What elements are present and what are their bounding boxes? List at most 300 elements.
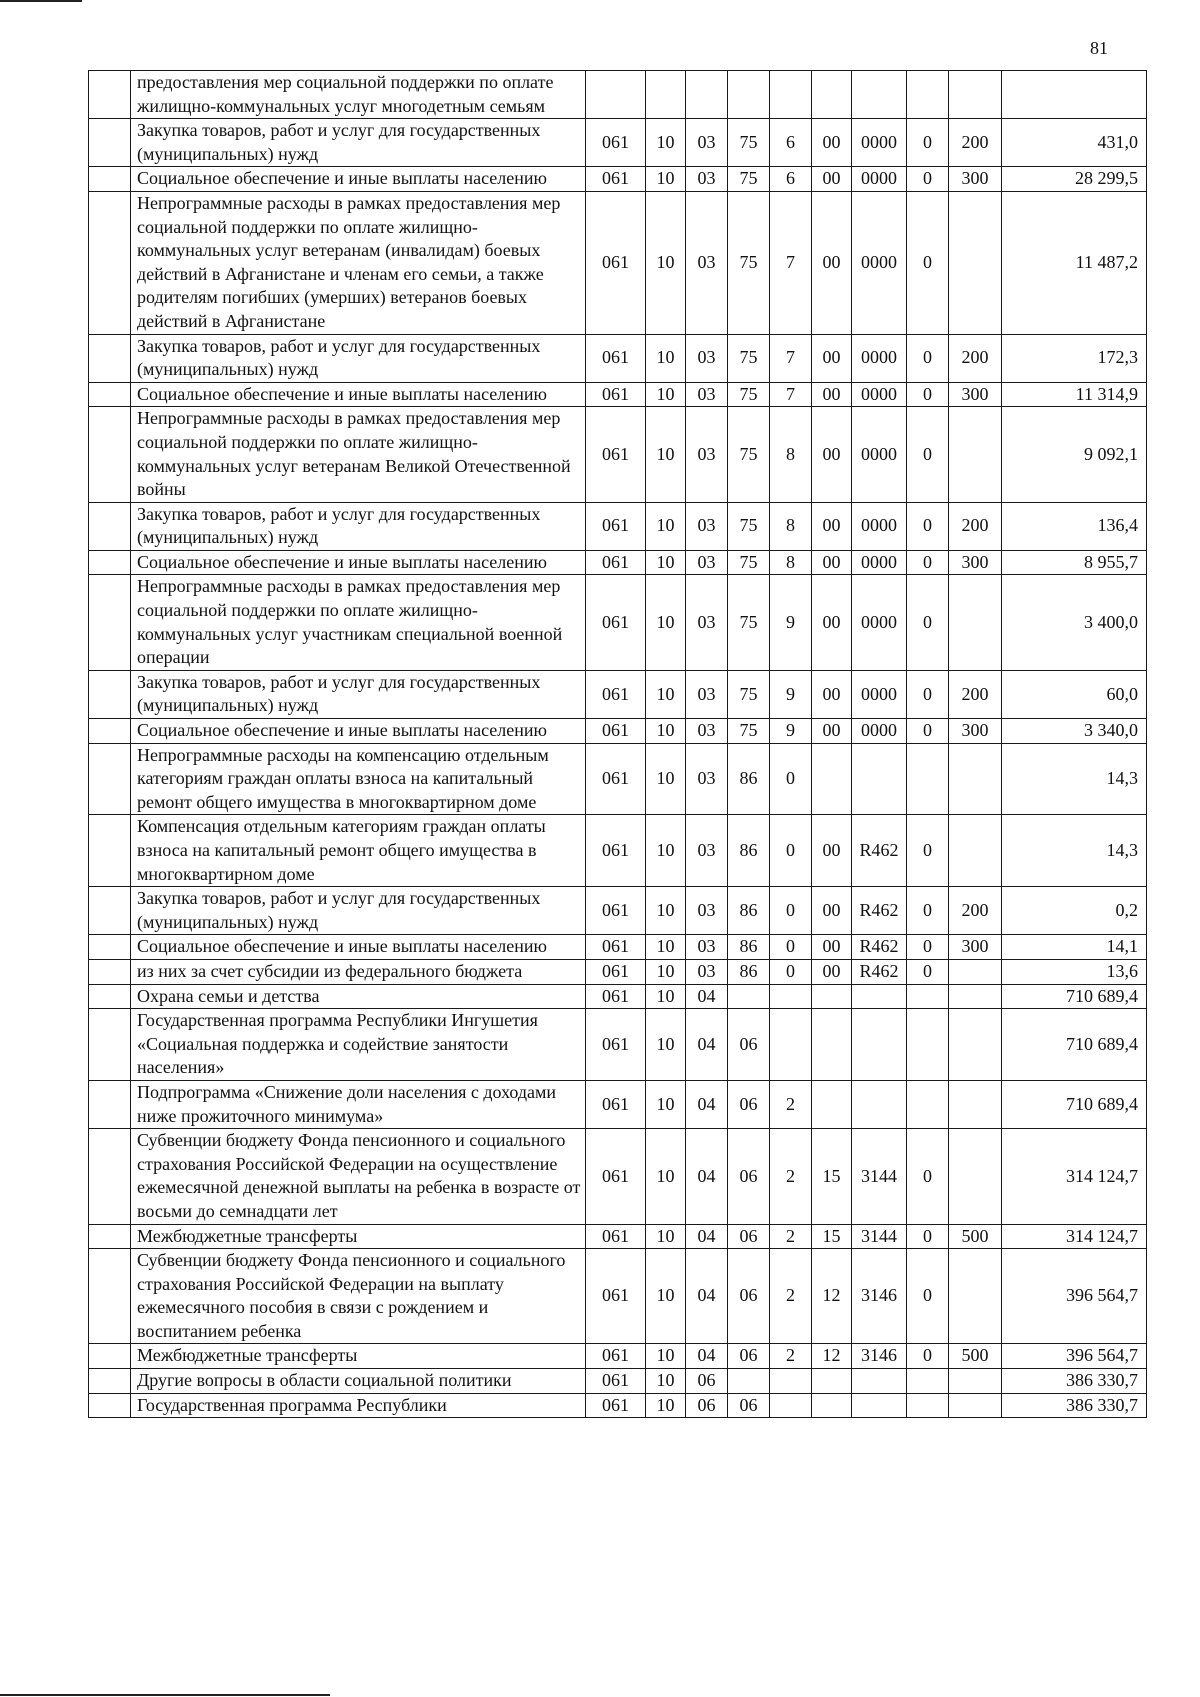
row-code-c1: 061 bbox=[586, 984, 646, 1009]
row-code-c7: R462 bbox=[852, 959, 907, 984]
row-name: Подпрограмма «Снижение доли населения с доходами ниже прожиточного минимума» bbox=[131, 1080, 586, 1128]
row-code-c4: 75 bbox=[728, 670, 770, 718]
table-row bbox=[89, 935, 1147, 960]
row-code-c2: 10 bbox=[646, 935, 686, 960]
row-amount: 136,4 bbox=[1002, 502, 1147, 550]
row-code-c2: 10 bbox=[646, 1129, 686, 1224]
row-code-c7 bbox=[852, 71, 907, 119]
row-amount: 710 689,4 bbox=[1002, 1009, 1147, 1081]
row-code-c1: 061 bbox=[586, 1393, 646, 1418]
row-code-c8: 0 bbox=[907, 575, 949, 670]
row-amount: 396 564,7 bbox=[1002, 1344, 1147, 1369]
row-code-c7: 0000 bbox=[852, 502, 907, 550]
row-amount: 14,3 bbox=[1002, 743, 1147, 815]
row-amount: 11 314,9 bbox=[1002, 382, 1147, 407]
table-row bbox=[89, 887, 1147, 935]
row-amount: 11 487,2 bbox=[1002, 191, 1147, 334]
row-code-c9: 200 bbox=[949, 334, 1002, 382]
row-code-c4: 06 bbox=[728, 1080, 770, 1128]
row-name: из них за счет субсидии из федерального бюджета bbox=[131, 959, 586, 984]
row-code-c5 bbox=[770, 984, 812, 1009]
row-margin-cell bbox=[89, 1249, 131, 1344]
row-code-c9: 200 bbox=[949, 887, 1002, 935]
row-code-c5: 8 bbox=[770, 502, 812, 550]
row-code-c6 bbox=[812, 1393, 852, 1418]
row-name: Закупка товаров, работ и услуг для государственных (муниципальных) нужд bbox=[131, 670, 586, 718]
row-code-c6 bbox=[812, 1009, 852, 1081]
row-code-c4 bbox=[728, 984, 770, 1009]
row-code-c2: 10 bbox=[646, 1344, 686, 1369]
row-code-c9 bbox=[949, 984, 1002, 1009]
row-code-c6: 00 bbox=[812, 815, 852, 887]
row-code-c7: 0000 bbox=[852, 719, 907, 744]
row-code-c5: 2 bbox=[770, 1249, 812, 1344]
row-code-c6 bbox=[812, 984, 852, 1009]
row-code-c7: 0000 bbox=[852, 119, 907, 167]
row-code-c4: 06 bbox=[728, 1393, 770, 1418]
row-margin-cell bbox=[89, 1080, 131, 1128]
row-code-c6: 00 bbox=[812, 550, 852, 575]
row-code-c5: 9 bbox=[770, 670, 812, 718]
row-name: Непрограммные расходы на компенсацию отдельным категориям граждан оплаты взноса на капитальный ремонт общего имущества в многоквартирном доме bbox=[131, 743, 586, 815]
row-code-c1: 061 bbox=[586, 119, 646, 167]
row-code-c9: 200 bbox=[949, 502, 1002, 550]
row-code-c6 bbox=[812, 71, 852, 119]
row-code-c4 bbox=[728, 1369, 770, 1394]
row-code-c1: 061 bbox=[586, 887, 646, 935]
row-code-c3: 04 bbox=[686, 1344, 728, 1369]
row-code-c4: 75 bbox=[728, 575, 770, 670]
table-row bbox=[89, 191, 1147, 334]
row-code-c4: 86 bbox=[728, 743, 770, 815]
row-code-c3: 04 bbox=[686, 1129, 728, 1224]
row-name: Социальное обеспечение и иные выплаты населению bbox=[131, 550, 586, 575]
row-code-c4: 75 bbox=[728, 119, 770, 167]
row-code-c2: 10 bbox=[646, 959, 686, 984]
row-code-c6: 00 bbox=[812, 167, 852, 192]
row-margin-cell bbox=[89, 1344, 131, 1369]
row-amount: 710 689,4 bbox=[1002, 984, 1147, 1009]
row-code-c9 bbox=[949, 575, 1002, 670]
row-code-c6: 12 bbox=[812, 1249, 852, 1344]
row-code-c7: R462 bbox=[852, 935, 907, 960]
row-code-c6: 00 bbox=[812, 502, 852, 550]
row-margin-cell bbox=[89, 1393, 131, 1418]
row-name: Государственная программа Республики bbox=[131, 1393, 586, 1418]
row-code-c9 bbox=[949, 1080, 1002, 1128]
row-code-c5: 2 bbox=[770, 1344, 812, 1369]
table-row bbox=[89, 1009, 1147, 1081]
row-code-c1: 061 bbox=[586, 1369, 646, 1394]
table-row bbox=[89, 1393, 1147, 1418]
row-margin-cell bbox=[89, 1009, 131, 1081]
row-code-c3: 03 bbox=[686, 407, 728, 502]
row-code-c7: 0000 bbox=[852, 407, 907, 502]
row-margin-cell bbox=[89, 382, 131, 407]
row-margin-cell bbox=[89, 167, 131, 192]
row-code-c8 bbox=[907, 743, 949, 815]
row-margin-cell bbox=[89, 550, 131, 575]
row-code-c8: 0 bbox=[907, 719, 949, 744]
row-margin-cell bbox=[89, 334, 131, 382]
row-margin-cell bbox=[89, 887, 131, 935]
row-code-c5: 0 bbox=[770, 743, 812, 815]
row-amount: 386 330,7 bbox=[1002, 1393, 1147, 1418]
row-code-c8 bbox=[907, 71, 949, 119]
row-code-c2: 10 bbox=[646, 191, 686, 334]
row-code-c5 bbox=[770, 1369, 812, 1394]
row-code-c6 bbox=[812, 1369, 852, 1394]
table-row bbox=[89, 1129, 1147, 1224]
row-code-c7 bbox=[852, 1009, 907, 1081]
row-code-c2: 10 bbox=[646, 1080, 686, 1128]
row-code-c7: 3144 bbox=[852, 1224, 907, 1249]
row-code-c3: 03 bbox=[686, 815, 728, 887]
row-code-c8: 0 bbox=[907, 407, 949, 502]
row-code-c8: 0 bbox=[907, 502, 949, 550]
row-amount: 13,6 bbox=[1002, 959, 1147, 984]
row-code-c8: 0 bbox=[907, 119, 949, 167]
row-code-c1: 061 bbox=[586, 1009, 646, 1081]
table-row bbox=[89, 407, 1147, 502]
row-name: Непрограммные расходы в рамках предоставления мер социальной поддержки по оплате жилищно-коммунальных услуг ветеранам Великой Отечественной войны bbox=[131, 407, 586, 502]
row-code-c8: 0 bbox=[907, 167, 949, 192]
row-amount: 710 689,4 bbox=[1002, 1080, 1147, 1128]
row-name: предоставления мер социальной поддержки по оплате жилищно-коммунальных услуг многодетным семьям bbox=[131, 71, 586, 119]
row-code-c9 bbox=[949, 1393, 1002, 1418]
row-code-c2: 10 bbox=[646, 550, 686, 575]
row-amount: 60,0 bbox=[1002, 670, 1147, 718]
row-code-c4: 75 bbox=[728, 550, 770, 575]
row-code-c7: 0000 bbox=[852, 575, 907, 670]
row-code-c5: 7 bbox=[770, 334, 812, 382]
row-amount: 396 564,7 bbox=[1002, 1249, 1147, 1344]
row-name: Непрограммные расходы в рамках предоставления мер социальной поддержки по оплате жилищно-коммунальных услуг ветеранам (инвалидам) боевых действий в Афганистане и членам его семьи, а также родителям погибших (умерших) ветеранов боевых действий в Афганистане bbox=[131, 191, 586, 334]
table-row bbox=[89, 743, 1147, 815]
row-code-c4: 06 bbox=[728, 1249, 770, 1344]
table-row bbox=[89, 1080, 1147, 1128]
row-code-c1: 061 bbox=[586, 1080, 646, 1128]
row-code-c1: 061 bbox=[586, 1344, 646, 1369]
table-row bbox=[89, 1344, 1147, 1369]
row-code-c8: 0 bbox=[907, 959, 949, 984]
row-code-c8: 0 bbox=[907, 1249, 949, 1344]
row-code-c3: 03 bbox=[686, 550, 728, 575]
row-name: Социальное обеспечение и иные выплаты населению bbox=[131, 382, 586, 407]
row-code-c6: 15 bbox=[812, 1129, 852, 1224]
row-code-c6: 00 bbox=[812, 382, 852, 407]
row-code-c3: 04 bbox=[686, 984, 728, 1009]
row-code-c1: 061 bbox=[586, 719, 646, 744]
row-margin-cell bbox=[89, 815, 131, 887]
row-code-c6: 12 bbox=[812, 1344, 852, 1369]
row-margin-cell bbox=[89, 959, 131, 984]
row-code-c9: 300 bbox=[949, 167, 1002, 192]
row-code-c8: 0 bbox=[907, 935, 949, 960]
table-row bbox=[89, 1224, 1147, 1249]
table-row bbox=[89, 550, 1147, 575]
row-code-c8 bbox=[907, 1080, 949, 1128]
table-row bbox=[89, 670, 1147, 718]
row-code-c6: 00 bbox=[812, 575, 852, 670]
row-code-c9 bbox=[949, 407, 1002, 502]
table-row bbox=[89, 815, 1147, 887]
row-code-c9: 300 bbox=[949, 935, 1002, 960]
row-code-c9: 300 bbox=[949, 550, 1002, 575]
row-code-c2: 10 bbox=[646, 1393, 686, 1418]
row-code-c8: 0 bbox=[907, 382, 949, 407]
row-margin-cell bbox=[89, 575, 131, 670]
row-margin-cell bbox=[89, 407, 131, 502]
row-code-c7: 0000 bbox=[852, 334, 907, 382]
row-code-c5: 2 bbox=[770, 1224, 812, 1249]
row-code-c1: 061 bbox=[586, 743, 646, 815]
row-code-c6: 00 bbox=[812, 719, 852, 744]
row-code-c5: 9 bbox=[770, 575, 812, 670]
row-code-c2: 10 bbox=[646, 1369, 686, 1394]
row-code-c9: 200 bbox=[949, 670, 1002, 718]
row-code-c3 bbox=[686, 71, 728, 119]
row-code-c2 bbox=[646, 71, 686, 119]
row-code-c4: 86 bbox=[728, 815, 770, 887]
row-code-c1: 061 bbox=[586, 382, 646, 407]
row-amount: 314 124,7 bbox=[1002, 1224, 1147, 1249]
row-amount: 386 330,7 bbox=[1002, 1369, 1147, 1394]
row-name: Социальное обеспечение и иные выплаты населению bbox=[131, 167, 586, 192]
row-code-c7: 0000 bbox=[852, 382, 907, 407]
row-code-c2: 10 bbox=[646, 382, 686, 407]
row-amount: 14,1 bbox=[1002, 935, 1147, 960]
row-margin-cell bbox=[89, 670, 131, 718]
row-code-c1: 061 bbox=[586, 1224, 646, 1249]
row-code-c3: 03 bbox=[686, 575, 728, 670]
row-code-c7: 3144 bbox=[852, 1129, 907, 1224]
row-code-c8: 0 bbox=[907, 670, 949, 718]
row-code-c3: 03 bbox=[686, 502, 728, 550]
row-margin-cell bbox=[89, 935, 131, 960]
row-code-c3: 03 bbox=[686, 959, 728, 984]
row-code-c2: 10 bbox=[646, 575, 686, 670]
row-code-c9 bbox=[949, 959, 1002, 984]
row-code-c5 bbox=[770, 1009, 812, 1081]
row-code-c5: 7 bbox=[770, 382, 812, 407]
row-code-c5 bbox=[770, 71, 812, 119]
row-code-c8 bbox=[907, 1009, 949, 1081]
row-name: Государственная программа Республики Ингушетия «Социальная поддержка и содействие занятости населения» bbox=[131, 1009, 586, 1081]
row-code-c8: 0 bbox=[907, 1344, 949, 1369]
row-code-c3: 03 bbox=[686, 719, 728, 744]
row-code-c8: 0 bbox=[907, 1129, 949, 1224]
row-name: Закупка товаров, работ и услуг для государственных (муниципальных) нужд bbox=[131, 502, 586, 550]
row-code-c3: 06 bbox=[686, 1393, 728, 1418]
row-code-c9 bbox=[949, 815, 1002, 887]
row-margin-cell bbox=[89, 984, 131, 1009]
row-code-c1: 061 bbox=[586, 550, 646, 575]
row-code-c9 bbox=[949, 191, 1002, 334]
row-code-c2: 10 bbox=[646, 167, 686, 192]
row-code-c5: 0 bbox=[770, 935, 812, 960]
row-margin-cell bbox=[89, 502, 131, 550]
row-margin-cell bbox=[89, 119, 131, 167]
row-name: Субвенции бюджету Фонда пенсионного и социального страхования Российской Федерации на осуществление ежемесячной денежной выплаты на ребенка в возрасте от восьми до семнадцати лет bbox=[131, 1129, 586, 1224]
table-row bbox=[89, 119, 1147, 167]
row-code-c9 bbox=[949, 1009, 1002, 1081]
row-code-c9 bbox=[949, 1369, 1002, 1394]
row-code-c6: 00 bbox=[812, 191, 852, 334]
row-code-c8 bbox=[907, 1393, 949, 1418]
budget-table bbox=[88, 70, 1147, 1418]
row-code-c2: 10 bbox=[646, 887, 686, 935]
row-code-c8 bbox=[907, 984, 949, 1009]
row-code-c3: 03 bbox=[686, 670, 728, 718]
row-code-c4: 06 bbox=[728, 1224, 770, 1249]
row-code-c3: 03 bbox=[686, 167, 728, 192]
row-name: Непрограммные расходы в рамках предоставления мер социальной поддержки по оплате жилищно-коммунальных услуг участникам специальной военной операции bbox=[131, 575, 586, 670]
table-body bbox=[89, 71, 1147, 1418]
row-code-c6 bbox=[812, 743, 852, 815]
row-code-c5: 9 bbox=[770, 719, 812, 744]
row-code-c5: 8 bbox=[770, 550, 812, 575]
table-row bbox=[89, 1249, 1147, 1344]
row-code-c2: 10 bbox=[646, 334, 686, 382]
row-code-c6 bbox=[812, 1080, 852, 1128]
row-amount: 431,0 bbox=[1002, 119, 1147, 167]
row-margin-cell bbox=[89, 1369, 131, 1394]
row-code-c3: 04 bbox=[686, 1249, 728, 1344]
row-code-c9: 200 bbox=[949, 119, 1002, 167]
row-code-c8: 0 bbox=[907, 815, 949, 887]
row-name: Межбюджетные трансферты bbox=[131, 1224, 586, 1249]
row-code-c2: 10 bbox=[646, 719, 686, 744]
scan-bottom-edge-mark bbox=[0, 1694, 330, 1696]
row-margin-cell bbox=[89, 191, 131, 334]
row-code-c7: 0000 bbox=[852, 167, 907, 192]
row-code-c1: 061 bbox=[586, 191, 646, 334]
row-code-c7: 0000 bbox=[852, 550, 907, 575]
row-amount: 8 955,7 bbox=[1002, 550, 1147, 575]
row-code-c9: 500 bbox=[949, 1344, 1002, 1369]
row-code-c7: 0000 bbox=[852, 191, 907, 334]
table-row bbox=[89, 1369, 1147, 1394]
row-code-c2: 10 bbox=[646, 743, 686, 815]
row-code-c7 bbox=[852, 743, 907, 815]
row-code-c4: 75 bbox=[728, 502, 770, 550]
row-amount: 314 124,7 bbox=[1002, 1129, 1147, 1224]
row-code-c3: 03 bbox=[686, 334, 728, 382]
row-code-c9 bbox=[949, 71, 1002, 119]
row-code-c9 bbox=[949, 1249, 1002, 1344]
row-code-c7 bbox=[852, 1393, 907, 1418]
table-row bbox=[89, 959, 1147, 984]
row-margin-cell bbox=[89, 1129, 131, 1224]
row-code-c6: 00 bbox=[812, 407, 852, 502]
row-code-c1: 061 bbox=[586, 502, 646, 550]
row-code-c8: 0 bbox=[907, 550, 949, 575]
row-code-c5: 2 bbox=[770, 1129, 812, 1224]
row-code-c1: 061 bbox=[586, 167, 646, 192]
row-name: Охрана семьи и детства bbox=[131, 984, 586, 1009]
row-code-c4: 75 bbox=[728, 407, 770, 502]
row-code-c9: 300 bbox=[949, 719, 1002, 744]
row-code-c9: 500 bbox=[949, 1224, 1002, 1249]
row-code-c4: 86 bbox=[728, 935, 770, 960]
row-code-c2: 10 bbox=[646, 815, 686, 887]
row-margin-cell bbox=[89, 71, 131, 119]
row-name: Социальное обеспечение и иные выплаты населению bbox=[131, 719, 586, 744]
row-code-c3: 04 bbox=[686, 1080, 728, 1128]
row-code-c1: 061 bbox=[586, 815, 646, 887]
table-row bbox=[89, 71, 1147, 119]
row-code-c5: 6 bbox=[770, 167, 812, 192]
row-code-c7 bbox=[852, 1369, 907, 1394]
row-code-c5: 2 bbox=[770, 1080, 812, 1128]
row-name: Межбюджетные трансферты bbox=[131, 1344, 586, 1369]
row-code-c4: 75 bbox=[728, 382, 770, 407]
row-amount: 0,2 bbox=[1002, 887, 1147, 935]
row-code-c8: 0 bbox=[907, 334, 949, 382]
row-code-c2: 10 bbox=[646, 407, 686, 502]
row-code-c4: 75 bbox=[728, 334, 770, 382]
row-name: Закупка товаров, работ и услуг для государственных (муниципальных) нужд bbox=[131, 334, 586, 382]
row-code-c1: 061 bbox=[586, 407, 646, 502]
row-code-c3: 03 bbox=[686, 382, 728, 407]
row-code-c7: 3146 bbox=[852, 1249, 907, 1344]
row-code-c7 bbox=[852, 984, 907, 1009]
row-amount: 14,3 bbox=[1002, 815, 1147, 887]
row-code-c2: 10 bbox=[646, 119, 686, 167]
row-code-c9 bbox=[949, 743, 1002, 815]
table-row bbox=[89, 984, 1147, 1009]
row-code-c5: 7 bbox=[770, 191, 812, 334]
row-code-c4: 06 bbox=[728, 1009, 770, 1081]
row-code-c6: 00 bbox=[812, 959, 852, 984]
table-row bbox=[89, 502, 1147, 550]
row-name: Закупка товаров, работ и услуг для государственных (муниципальных) нужд bbox=[131, 887, 586, 935]
row-code-c1: 061 bbox=[586, 670, 646, 718]
table-row bbox=[89, 719, 1147, 744]
row-code-c4: 75 bbox=[728, 191, 770, 334]
row-code-c5 bbox=[770, 1393, 812, 1418]
row-margin-cell bbox=[89, 1224, 131, 1249]
row-code-c8: 0 bbox=[907, 191, 949, 334]
row-code-c4: 06 bbox=[728, 1129, 770, 1224]
row-margin-cell bbox=[89, 719, 131, 744]
row-name: Закупка товаров, работ и услуг для государственных (муниципальных) нужд bbox=[131, 119, 586, 167]
row-code-c4: 86 bbox=[728, 959, 770, 984]
table-row bbox=[89, 334, 1147, 382]
row-code-c4: 06 bbox=[728, 1344, 770, 1369]
row-amount: 9 092,1 bbox=[1002, 407, 1147, 502]
row-amount: 28 299,5 bbox=[1002, 167, 1147, 192]
row-code-c4 bbox=[728, 71, 770, 119]
row-code-c6: 00 bbox=[812, 887, 852, 935]
row-margin-cell bbox=[89, 743, 131, 815]
row-code-c2: 10 bbox=[646, 670, 686, 718]
row-code-c7: 3146 bbox=[852, 1344, 907, 1369]
page-number: 81 bbox=[1090, 38, 1108, 58]
table-row bbox=[89, 382, 1147, 407]
row-code-c9 bbox=[949, 1129, 1002, 1224]
row-code-c7: R462 bbox=[852, 887, 907, 935]
row-code-c7: R462 bbox=[852, 815, 907, 887]
row-code-c2: 10 bbox=[646, 502, 686, 550]
row-code-c6: 00 bbox=[812, 334, 852, 382]
row-name: Компенсация отдельным категориям граждан оплаты взноса на капитальный ремонт общего имущества в многоквартирном доме bbox=[131, 815, 586, 887]
row-code-c3: 03 bbox=[686, 935, 728, 960]
row-amount: 172,3 bbox=[1002, 334, 1147, 382]
row-code-c6: 15 bbox=[812, 1224, 852, 1249]
row-amount: 3 400,0 bbox=[1002, 575, 1147, 670]
